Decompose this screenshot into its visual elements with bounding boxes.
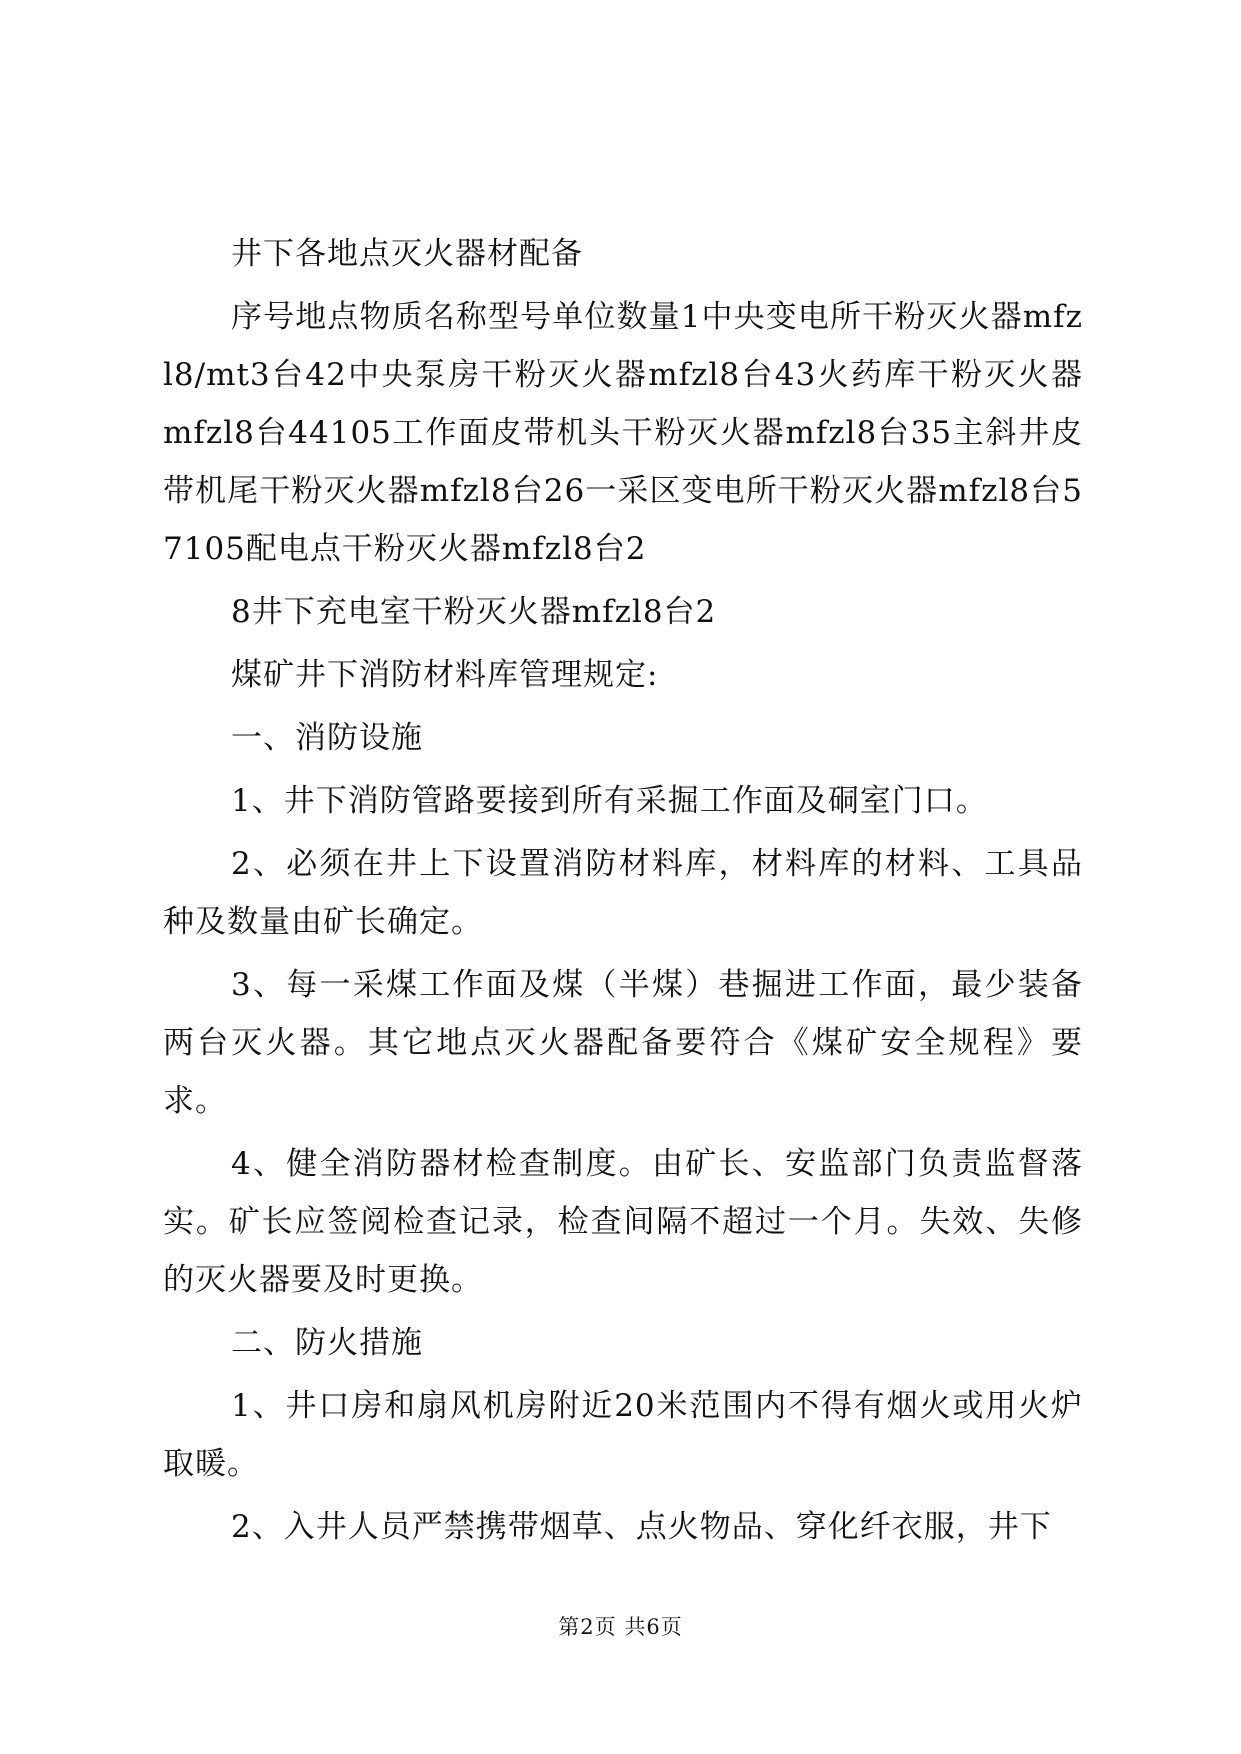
facilities-item-2: 2、必须在井上下设置消防材料库，材料库的材料、工具品种及数量由矿长确定。 (163, 846, 1083, 940)
page-footer (0, 1612, 1241, 1642)
facilities-item-1: 1、井下消防管路要接到所有采掘工作面及硐室门口。 (231, 783, 988, 819)
equipment-list-paragraph: 序号地点物质名称型号单位数量1中央变电所干粉灭火器mfzl8/mt3台42中央泵房干粉灭火器mfzl8台43火药库干粉灭火器mfzl8台44105工作面皮带机头干粉灭火器mfzl8台35主斜井皮带机尾干粉灭火器mfzl8台26一采区变电所干粉灭火器mfzl8台57105配电点干粉灭火器mfzl8台2 (163, 299, 1083, 567)
equipment-list-continuation: 8井下充电室干粉灭火器mfzl8台2 (231, 594, 717, 630)
section-heading-equipment: 井下各地点灭火器材配备 (231, 236, 583, 272)
section-heading-fire-prevention: 二、防火措施 (231, 1325, 423, 1361)
section-heading-facilities: 一、消防设施 (231, 720, 423, 756)
document-body (163, 225, 1083, 1561)
regulation-title: 煤矿井下消防材料库管理规定: (231, 657, 659, 693)
facilities-item-4: 4、健全消防器材检查制度。由矿长、安监部门负责监督落实。矿长应签阅检查记录，检查间隔不超过一个月。失效、失修的灭火器要及时更换。 (163, 1146, 1083, 1298)
page-number-label: 第2页 共6页 (558, 1615, 683, 1639)
fire-prevention-item-1: 1、井口房和扇风机房附近20米范围内不得有烟火或用火炉取暖。 (163, 1388, 1083, 1482)
facilities-item-3: 3、每一采煤工作面及煤（半煤）巷掘进工作面，最少装备两台灭火器。其它地点灭火器配备要符合《煤矿安全规程》要求。 (163, 967, 1083, 1119)
fire-prevention-item-2: 2、入井人员严禁携带烟草、点火物品、穿化纤衣服，井下 (231, 1509, 1052, 1545)
